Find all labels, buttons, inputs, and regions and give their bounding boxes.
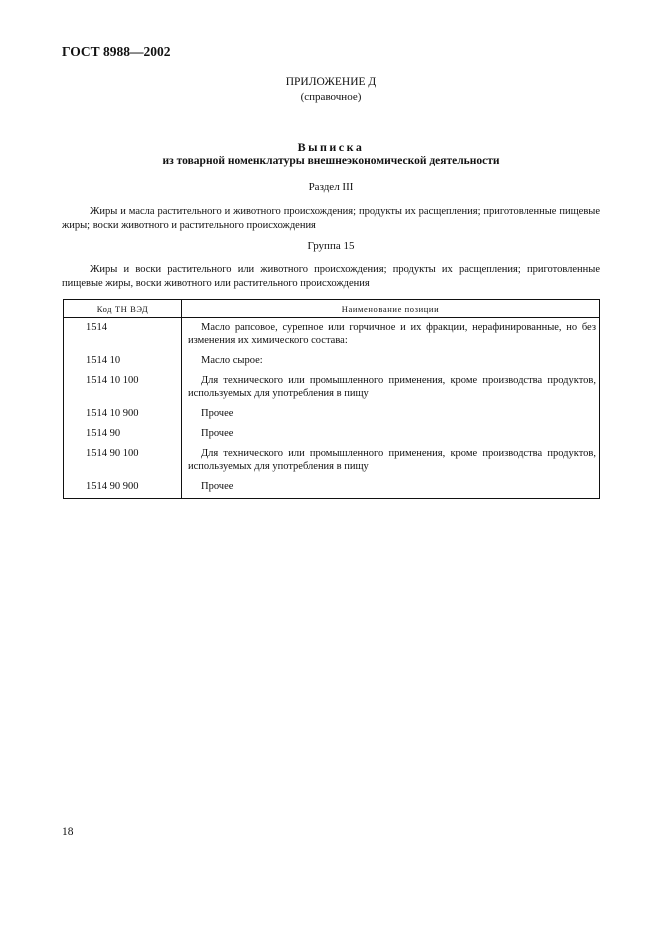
- table-header-row: [64, 300, 600, 318]
- table-row: [64, 372, 600, 405]
- column-header-name: Наименование позиции: [182, 300, 600, 318]
- table-row: [64, 478, 600, 499]
- group-description: Жиры и воски растительного или животного происхождения; продукты их расщепления; приготовленные пищевые жиры, воски животного или растительного происхождения: [62, 264, 600, 289]
- row-code: 1514 90 100: [64, 445, 182, 478]
- row-name: Масло сырое:: [201, 355, 263, 366]
- row-code: 1514 10: [64, 352, 182, 372]
- appendix-note: (справочное): [300, 91, 362, 103]
- extract-title: Выписка: [297, 140, 365, 154]
- table-row: [64, 318, 600, 353]
- table-row: [64, 405, 600, 425]
- nomenclature-table-container: [63, 299, 600, 499]
- extract-subtitle: из товарной номенклатуры внешнеэкономической деятельности: [162, 155, 500, 167]
- column-header-code: Код ТН ВЭД: [64, 300, 182, 318]
- group-label: Группа 15: [307, 240, 355, 252]
- row-code: 1514 90 900: [64, 478, 182, 499]
- document-code: ГОСТ 8988—2002: [62, 44, 171, 59]
- row-code: 1514 90: [64, 425, 182, 445]
- row-code: 1514: [64, 318, 182, 353]
- row-name: Масло рапсовое, сурепное или горчичное и их фракции, нерафинированные, но без изменения их химического состава:: [188, 322, 596, 346]
- row-name: Прочее: [201, 428, 234, 439]
- section-description: Жиры и масла растительного и животного происхождения; продукты их расщепления; приготовленные пищевые жиры; воски животного и растительного происхождения: [62, 206, 600, 231]
- row-name: Прочее: [201, 408, 234, 419]
- row-code: 1514 10 900: [64, 405, 182, 425]
- section-label: Раздел III: [308, 181, 354, 193]
- nomenclature-table: [63, 299, 600, 499]
- table-row: [64, 445, 600, 478]
- row-name: Для технического или промышленного применения, кроме производства продуктов, используемых для употребления в пищу: [188, 448, 596, 472]
- table-row: [64, 352, 600, 372]
- row-name: Для технического или промышленного применения, кроме производства продуктов, используемых для употребления в пищу: [188, 375, 596, 399]
- page-number: 18: [62, 826, 74, 838]
- row-name: Прочее: [201, 481, 234, 492]
- row-code: 1514 10 100: [64, 372, 182, 405]
- table-row: [64, 425, 600, 445]
- appendix-title: ПРИЛОЖЕНИЕ Д: [285, 76, 377, 88]
